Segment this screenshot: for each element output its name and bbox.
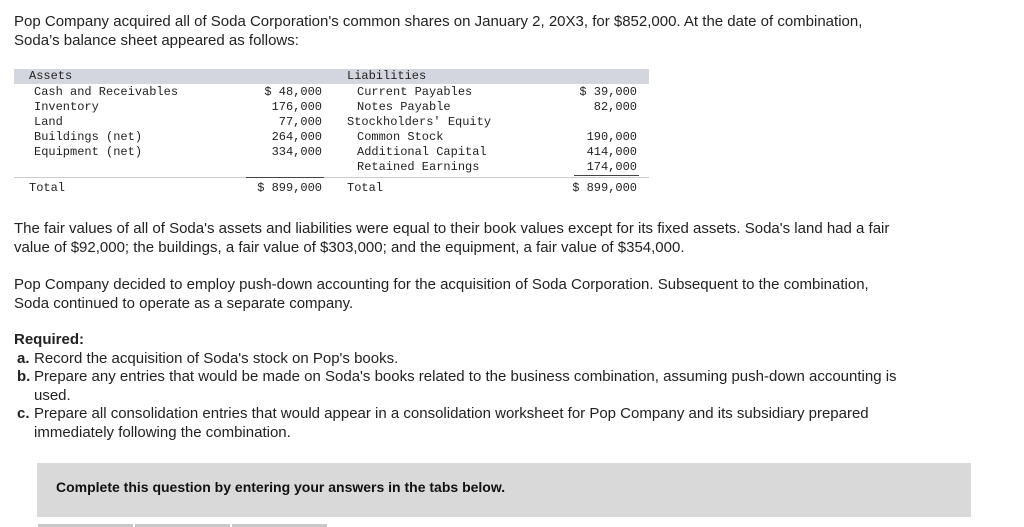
required-item-b (14, 368, 1004, 405)
asset-label: Land (34, 115, 63, 129)
equity-label: Common Stock (357, 130, 444, 144)
total-right-label: Total (347, 181, 384, 195)
intro-line-2: Soda’s balance sheet appeared as follows: (14, 31, 299, 49)
required-item-text-cont: immediately following the combination. (34, 423, 291, 441)
required-item-text: Record the acquisition of Soda's stock on Pop's books. (34, 349, 399, 367)
total-label: Total (29, 181, 66, 195)
equity-label: Additional Capital (357, 145, 487, 159)
liability-value: $ 39,000 (579, 85, 637, 99)
asset-label: Equipment (net) (34, 145, 143, 159)
asset-value: 77,000 (278, 115, 322, 129)
required-item-text: Prepare all consolidation entries that would appear in a consolidation worksheet for Pop Company and its subsidiary prepared (34, 405, 869, 422)
push-down-paragraph (14, 276, 1004, 313)
intro-line-1: Pop Company acquired all of Soda Corporation's common shares on January 2, 20X3, for $852,000. At the date of combination, (14, 13, 863, 30)
balance-sheet (14, 69, 649, 199)
asset-value: $ 48,000 (264, 85, 322, 99)
required-item-c (14, 405, 1004, 442)
required-item-label: b. (17, 368, 31, 385)
required-item-text-cont: used. (34, 386, 71, 404)
instructions-banner (37, 463, 971, 517)
liabilities-header: Liabilities (347, 69, 427, 83)
asset-label: Buildings (net) (34, 130, 143, 144)
asset-value: 334,000 (271, 145, 322, 159)
total-liabilities-equity-value: $ 899,000 (572, 181, 637, 195)
equity-value: 174,000 (586, 160, 637, 174)
total-separator (14, 177, 649, 178)
push-down-line-2: Soda continued to operate as a separate company. (14, 294, 354, 312)
equity-header: Stockholders' Equity (347, 115, 492, 129)
push-down-line-1: Pop Company decided to employ push-down accounting for the acquisition of Soda Corporation. Subsequent to the combination, (14, 276, 869, 293)
instructions-message: Complete this question by entering your answers in the tabs below. (56, 479, 506, 495)
required-item-label: a. (17, 349, 30, 367)
fair-values-line-2: value of $92,000; the buildings, a fair value of $303,000; and the equipment, a fair value of $354,000. (14, 238, 685, 256)
required-section (14, 331, 1004, 442)
liabilities-total-rule (574, 175, 639, 176)
assets-header: Assets (29, 69, 73, 83)
assets-total-rule (246, 177, 324, 178)
required-item-label: c. (17, 405, 30, 422)
asset-value: 176,000 (271, 100, 322, 114)
asset-label: Inventory (34, 100, 99, 114)
liability-label: Current Payables (357, 85, 473, 99)
required-item-text: Prepare any entries that would be made on Soda's books related to the business combination, assuming push-down accounting is (34, 368, 897, 385)
liability-label: Notes Payable (357, 100, 451, 114)
required-item-a (14, 350, 1004, 369)
intro-paragraph (14, 13, 974, 50)
fair-values-line-1: The fair values of all of Soda's assets and liabilities were equal to their book values except for its fixed assets. Soda's land had a fair (14, 220, 890, 237)
equity-value: 414,000 (586, 145, 637, 159)
total-assets-value: $ 899,000 (257, 181, 322, 195)
balance-sheet-header-bar (14, 69, 649, 84)
asset-value: 264,000 (271, 130, 322, 144)
liability-value: 82,000 (593, 100, 637, 114)
asset-label: Cash and Receivables (34, 85, 179, 99)
equity-label: Retained Earnings (357, 160, 480, 174)
required-title: Required: (14, 331, 85, 348)
equity-value: 190,000 (586, 130, 637, 144)
fair-values-paragraph (14, 220, 1004, 257)
